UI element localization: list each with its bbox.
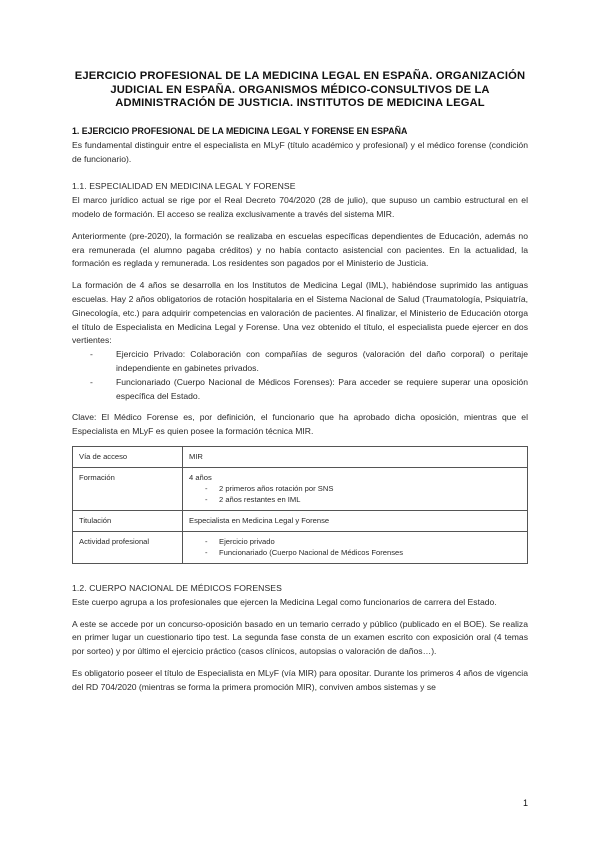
table-value-cell [183, 531, 528, 563]
list-item: - 2 años restantes en IML [205, 494, 521, 505]
list-item: - Ejercicio privado [205, 536, 521, 547]
section-1-heading: 1. EJERCICIO PROFESIONAL DE LA MEDICINA LEGAL Y FORENSE EN ESPAÑA [72, 126, 408, 136]
table-value: Especialista en Medicina Legal y Forense [183, 510, 528, 531]
section-1-1-heading: 1.1. ESPECIALIDAD EN MEDICINA LEGAL Y FORENSE [72, 181, 296, 192]
document-title: EJERCICIO PROFESIONAL DE LA MEDICINA LEGAL EN ESPAÑA. ORGANIZACIÓN JUDICIAL EN ESPAÑA. ORGANISMOS MÉDICO-CONSULTIVOS DE LA ADMINISTRACIÓN DE JUSTICIA. INSTITUTOS DE MEDICINA LEGAL [74, 70, 526, 109]
section-1-intro: Es fundamental distinguir entre el especialista en MLyF (título académico y profesional) y el médico forense (condición de funcionario). [72, 139, 528, 164]
table-key: Titulación [73, 510, 183, 531]
page-number: 1 [522, 798, 528, 808]
table-key: Vía de acceso [73, 446, 183, 467]
table-value-cell [183, 467, 528, 510]
list-item: - Ejercicio Privado: Colaboración con compañías de seguros (valoración del daño corporal) o peritaje independiente en gabinetes privados. [90, 348, 528, 376]
document-body [72, 125, 528, 695]
table-key: Actividad profesional [73, 531, 183, 563]
paragraph: A este se accede por un concurso-oposición basado en un temario cerrado y público (publicado en el BOE). Se realiza en primer lugar un cuestionario tipo test. La segunda fase consta de un examen escrito con exposición oral (4 temas por sorteo) y por último el ejercicio práctico (casos clínicos, autopsias o valoración de daños…). [72, 618, 528, 657]
list-item: - 2 primeros años rotación por SNS [205, 483, 521, 494]
career-options-list [72, 348, 528, 403]
table-sublist [189, 536, 521, 558]
list-item: - Funcionariado (Cuerpo Nacional de Médicos Forenses [205, 547, 521, 558]
table-value: 4 años [189, 472, 212, 482]
paragraph: Es obligatorio poseer el título de Especialista en MLyF (vía MIR) para opositar. Durante los primeros 4 años de vigencia del RD 704/2020 (mientras se forma la primera promoción MIR), conviven ambos sistemas y se [72, 667, 528, 692]
table-value: MIR [183, 446, 528, 467]
table-sublist [189, 483, 521, 505]
table-row [73, 446, 528, 467]
table-row [73, 510, 528, 531]
paragraph: Anteriormente (pre-2020), la formación se realizaba en escuelas específicas dependientes de Educación, además no era remunerada (el alumno pagaba créditos) y no había contacto asistencial con pacientes. En la actualidad, la formación es reglada y remunerada. Los residentes son pagados por el Ministerio de Justicia. [72, 230, 528, 269]
key-note: Clave: El Médico Forense es, por definición, el funcionario que ha aprobado dicha oposición, mientras que el Especialista en MLyF es quien posee la formación técnica MIR. [72, 412, 528, 437]
paragraph: El marco jurídico actual se rige por el Real Decreto 704/2020 (28 de julio), que supuso un cambio estructural en el modelo de formación. El acceso se realiza exclusivamente a través del sistema MIR. [72, 195, 528, 219]
summary-table [72, 446, 528, 564]
section-1-2-heading: 1.2. CUERPO NACIONAL DE MÉDICOS FORENSES [72, 582, 282, 593]
paragraph: Este cuerpo agrupa a los profesionales que ejercen la Medicina Legal como funcionarios de carrera del Estado. [72, 596, 497, 607]
list-item: - Funcionariado (Cuerpo Nacional de Médicos Forenses): Para acceder se requiere superar una oposición específica del Estado. [90, 376, 528, 404]
table-row [73, 531, 528, 563]
table-key: Formación [73, 467, 183, 510]
table-row [73, 467, 528, 510]
paragraph: La formación de 4 años se desarrolla en los Institutos de Medicina Legal (IML), habiéndose suprimido las antiguas escuelas. Hay 2 años obligatorios de rotación hospitalaria en el Sistema Nacional de Salud (Traumatología, Psiquiatría, Ginecología, etc.) para adquirir competencias en valoración de pacientes. Al finalizar, el Ministerio de Educación otorga el título de Especialista en Medicina Legal y Forense. Una vez obtenido el título, el especialista puede ejercer en dos vertientes: [72, 280, 528, 346]
